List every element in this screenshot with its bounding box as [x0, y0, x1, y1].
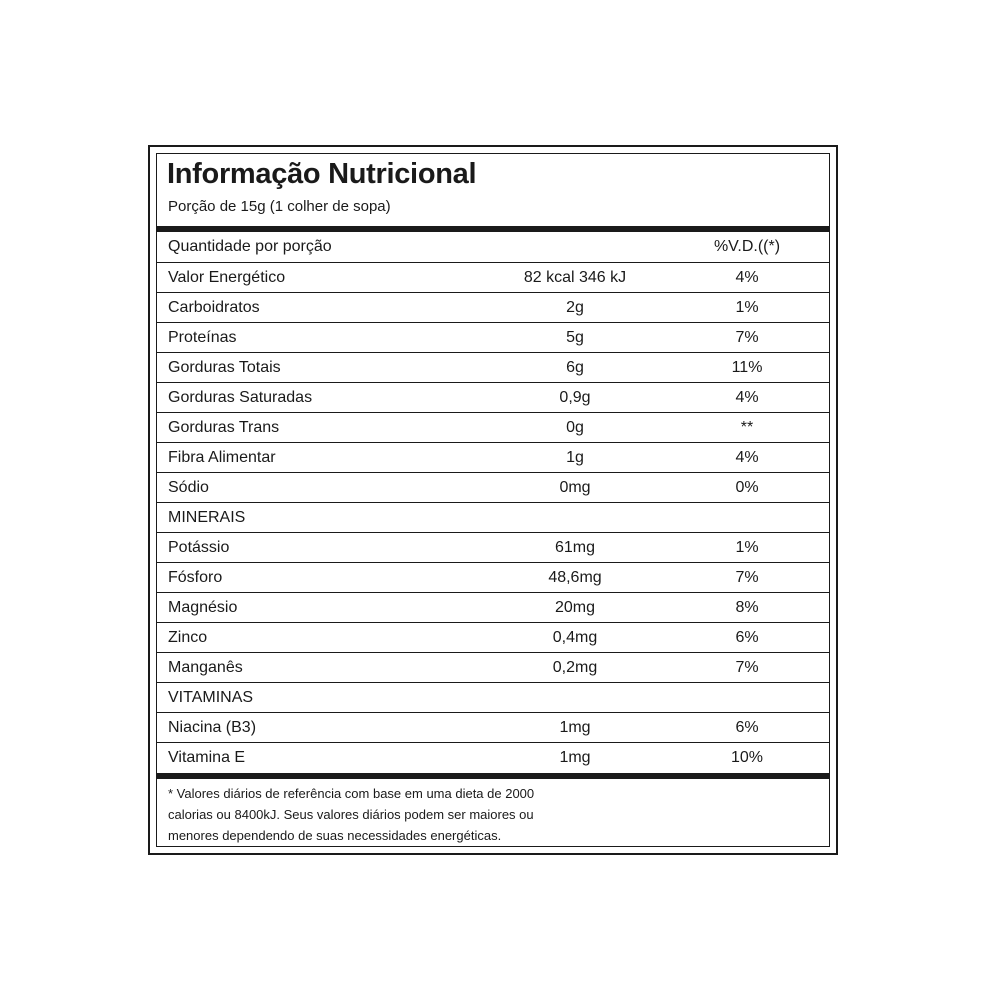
- nutrient-vd: 4%: [735, 269, 759, 286]
- nutrient-name: Magnésio: [168, 599, 238, 616]
- nutrient-vd: 4%: [735, 389, 759, 406]
- nutrient-amount: 1mg: [559, 719, 591, 736]
- nutrient-name: Proteínas: [168, 329, 237, 346]
- table-row: [157, 412, 829, 442]
- nutrient-amount: 0,9g: [559, 389, 591, 406]
- nutrient-name: MINERAIS: [168, 509, 246, 526]
- nutrient-name: Fósforo: [168, 569, 223, 586]
- nutrient-name: Sódio: [168, 479, 209, 496]
- nutrient-name: Zinco: [168, 629, 208, 646]
- bottom-thick-divider: [157, 773, 829, 779]
- nutrient-amount: 0g: [566, 419, 584, 436]
- nutrient-name: Gorduras Totais: [168, 359, 281, 376]
- nutrient-name: Fibra Alimentar: [168, 449, 276, 466]
- nutrient-amount: 1mg: [559, 749, 591, 766]
- table-row: [157, 382, 829, 412]
- nutrient-amount: 2g: [566, 299, 584, 316]
- nutrient-name: Gorduras Saturadas: [168, 389, 313, 406]
- table-row: [157, 712, 829, 742]
- nutrient-amount: 48,6mg: [548, 569, 602, 586]
- nutrient-name: VITAMINAS: [168, 689, 254, 706]
- table-row: [157, 622, 829, 652]
- nutrient-name: Vitamina E: [168, 749, 246, 766]
- nutrient-amount: 82 kcal 346 kJ: [523, 269, 627, 286]
- footnote-line: menores dependendo de suas necessidades energéticas.: [168, 828, 502, 843]
- nutrient-vd: 10%: [730, 749, 764, 766]
- table-row: [157, 592, 829, 622]
- table-row: [157, 352, 829, 382]
- nutrient-name: Gorduras Trans: [168, 419, 280, 436]
- nutrient-vd: 1%: [735, 539, 759, 556]
- nutrient-name: Valor Energético: [168, 269, 286, 286]
- quantity-header: Quantidade por porção: [168, 238, 332, 255]
- footnote-line: calorias ou 8400kJ. Seus valores diários podem ser maiores ou: [168, 807, 534, 822]
- table-row: [157, 562, 829, 592]
- nutrient-vd: 7%: [735, 329, 759, 346]
- nutrient-name: Manganês: [168, 659, 243, 676]
- table-row: [157, 502, 829, 532]
- nutrient-vd: 11%: [731, 359, 763, 376]
- nutrient-amount: 5g: [566, 329, 584, 346]
- nutrient-vd: 6%: [735, 719, 759, 736]
- table-row: [157, 442, 829, 472]
- table-row: [157, 262, 829, 292]
- nutrient-amount: 0,2mg: [552, 659, 598, 676]
- serving-size: Porção de 15g (1 colher de sopa): [168, 198, 391, 215]
- nutrient-vd: 6%: [735, 629, 759, 646]
- table-row: [157, 652, 829, 682]
- nutrient-vd: 7%: [735, 659, 759, 676]
- nutrient-amount: 6g: [566, 359, 584, 376]
- nutrient-vd: 7%: [735, 569, 759, 586]
- table-row: [157, 682, 829, 712]
- nutrient-amount: 0mg: [559, 479, 591, 496]
- table-row: [157, 742, 829, 772]
- vd-header: %V.D.((*): [713, 238, 781, 255]
- nutrition-label-inner: [156, 153, 830, 847]
- table-row: [157, 322, 829, 352]
- nutrient-vd: 8%: [735, 599, 759, 616]
- nutrient-amount: 61mg: [554, 539, 596, 556]
- table-header-row: [157, 232, 829, 262]
- nutrient-amount: 1g: [566, 449, 584, 466]
- nutrient-amount: 20mg: [554, 599, 596, 616]
- nutrient-vd: 1%: [735, 299, 759, 316]
- nutrient-vd: 4%: [735, 449, 759, 466]
- nutrient-amount: 0,4mg: [552, 629, 598, 646]
- table-row: [157, 472, 829, 502]
- nutrient-name: Niacina (B3): [168, 719, 257, 736]
- footnote-line: * Valores diários de referência com base em uma dieta de 2000: [168, 786, 535, 801]
- nutrient-vd: 0%: [735, 479, 759, 496]
- nutrition-label: [148, 145, 838, 855]
- nutrient-name: Carboidratos: [168, 299, 260, 316]
- table-row: [157, 292, 829, 322]
- nutrient-name: Potássio: [168, 539, 230, 556]
- table-row: [157, 532, 829, 562]
- label-title: Informação Nutricional: [167, 158, 477, 190]
- nutrient-vd: **: [740, 419, 754, 436]
